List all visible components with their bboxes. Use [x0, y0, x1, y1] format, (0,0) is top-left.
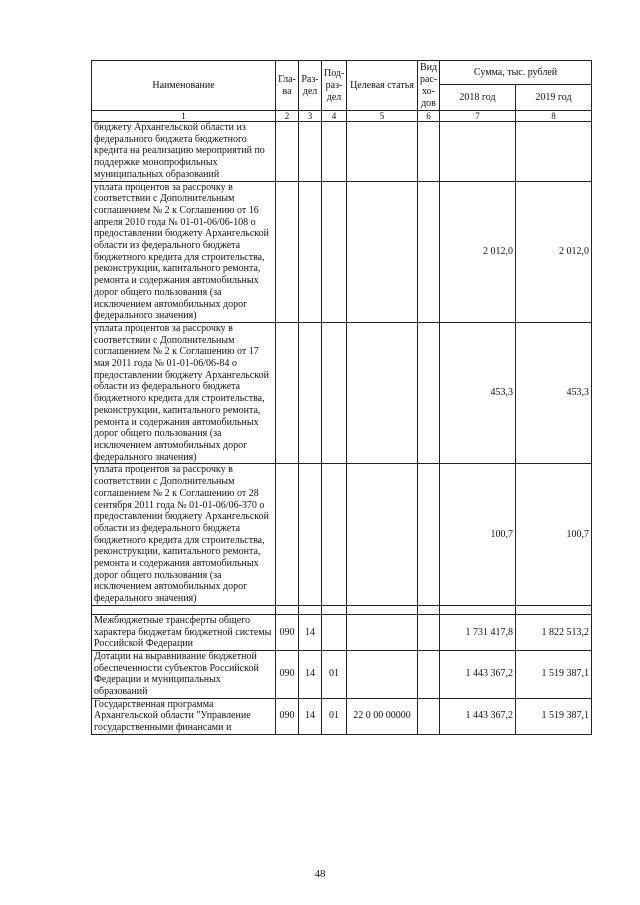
- row-vid: [418, 322, 440, 463]
- row-name: Межбюджетные трансферты общего характера бюджетам бюджетной системы Российской Федерации: [92, 614, 276, 650]
- row-target: [347, 464, 418, 605]
- row-razdel: [299, 122, 322, 182]
- row-value-2019: 1 822 513,2: [516, 614, 592, 650]
- row-target: [347, 614, 418, 650]
- header-target: Целевая статья: [347, 61, 418, 111]
- row-vid: [418, 122, 440, 182]
- row-name: Государственная программа Архангельской области "Управление государственными финансами и: [92, 698, 276, 734]
- row-value-2018: 1 443 367,2: [440, 650, 516, 698]
- table-row: [92, 181, 592, 322]
- row-name: Дотации на выравнивание бюджетной обеспеченности субъектов Российской Федерации и муниципальных образований: [92, 650, 276, 698]
- row-glava: [276, 122, 299, 182]
- row-razdel: [299, 322, 322, 463]
- row-vid: [418, 698, 440, 734]
- row-glava: 090: [276, 614, 299, 650]
- row-glava: [276, 464, 299, 605]
- header-year-2018: 2018 год: [440, 85, 516, 111]
- row-target: 22 0 00 00000: [347, 698, 418, 734]
- row-value-2019: 1 519 387,1: [516, 650, 592, 698]
- column-number: 1: [92, 111, 276, 122]
- row-value-2018: 453,3: [440, 322, 516, 463]
- table-row: [92, 614, 592, 650]
- header-razdel: Раз-дел: [299, 61, 322, 111]
- column-number: 2: [276, 111, 299, 122]
- column-number: 4: [322, 111, 347, 122]
- row-razdel: 14: [299, 614, 322, 650]
- row-value-2019: 100,7: [516, 464, 592, 605]
- header-glava: Гла-ва: [276, 61, 299, 111]
- row-glava: 090: [276, 650, 299, 698]
- row-value-2019: 453,3: [516, 322, 592, 463]
- row-podrazdel: 01: [322, 698, 347, 734]
- column-number: 6: [418, 111, 440, 122]
- page-number: 48: [314, 868, 326, 880]
- column-number: 3: [299, 111, 322, 122]
- column-number: 5: [347, 111, 418, 122]
- table-row: [92, 464, 592, 605]
- row-podrazdel: [322, 181, 347, 322]
- table-spacer-row: [92, 605, 592, 614]
- row-target: [347, 122, 418, 182]
- row-name: уплата процентов за рассрочку в соответствии с Дополнительным соглашением № 2 к Соглашению от 28 сентября 2011 года № 01-01-06/06-370 о предоставлении бюджету Архангельской области из федерального бюджета бюджетного кредита для строительства, реконструкции, капитального ремонта, ремонта и содержания автомобильных дорог общего пользования (за исключением автомобильных дорог федерального значения): [92, 464, 276, 605]
- row-target: [347, 181, 418, 322]
- row-value-2019: 1 519 387,1: [516, 698, 592, 734]
- row-podrazdel: [322, 614, 347, 650]
- row-target: [347, 650, 418, 698]
- row-vid: [418, 614, 440, 650]
- row-podrazdel: [322, 122, 347, 182]
- header-sum: Сумма, тыс. рублей: [440, 61, 592, 85]
- row-value-2019: 2 012,0: [516, 181, 592, 322]
- row-glava: [276, 181, 299, 322]
- header-podrazdel: Под-раз-дел: [322, 61, 347, 111]
- row-name: бюджету Архангельской области из федерального бюджета бюджетного кредита на реализацию мероприятий по поддержке монопрофильных муниципальных образований: [92, 122, 276, 182]
- row-target: [347, 322, 418, 463]
- row-value-2018: 2 012,0: [440, 181, 516, 322]
- row-podrazdel: 01: [322, 650, 347, 698]
- row-podrazdel: [322, 464, 347, 605]
- table-row: [92, 322, 592, 463]
- column-number: 8: [516, 111, 592, 122]
- table-row: [92, 650, 592, 698]
- row-razdel: 14: [299, 650, 322, 698]
- row-value-2018: 100,7: [440, 464, 516, 605]
- row-glava: 090: [276, 698, 299, 734]
- row-glava: [276, 322, 299, 463]
- header-year-2019: 2019 год: [516, 85, 592, 111]
- header-name: Наименование: [92, 61, 276, 111]
- table-row: [92, 698, 592, 734]
- table-row: [92, 122, 592, 182]
- row-vid: [418, 181, 440, 322]
- row-razdel: 14: [299, 698, 322, 734]
- budget-table: [91, 60, 592, 735]
- row-name: уплата процентов за рассрочку в соответствии с Дополнительным соглашением № 2 к Соглашению от 17 мая 2011 года № 01-01-06/06-84 о предоставлении бюджету Архангельской области из федерального бюджета бюджетного кредита для строительства, реконструкции, капитального ремонта, ремонта и содержания автомобильных дорог общего пользования (за исключением автомобильных дорог федерального значения): [92, 322, 276, 463]
- row-value-2019: [516, 122, 592, 182]
- row-razdel: [299, 181, 322, 322]
- row-value-2018: 1 731 417,8: [440, 614, 516, 650]
- row-podrazdel: [322, 322, 347, 463]
- column-number: 7: [440, 111, 516, 122]
- row-value-2018: 1 443 367,2: [440, 698, 516, 734]
- row-vid: [418, 464, 440, 605]
- row-razdel: [299, 464, 322, 605]
- row-name: уплата процентов за рассрочку в соответствии с Дополнительным соглашением № 2 к Соглашению от 16 апреля 2010 года № 01-01-06/06-108 о предоставлении бюджету Архангельской области из федерального бюджета бюджетного кредита для строительства, реконструкции, капитального ремонта, ремонта и содержания автомобильных дорог общего пользования (за исключением автомобильных дорог федерального значения): [92, 181, 276, 322]
- row-vid: [418, 650, 440, 698]
- header-vid: Вид рас-хо-дов: [418, 61, 440, 111]
- row-value-2018: [440, 122, 516, 182]
